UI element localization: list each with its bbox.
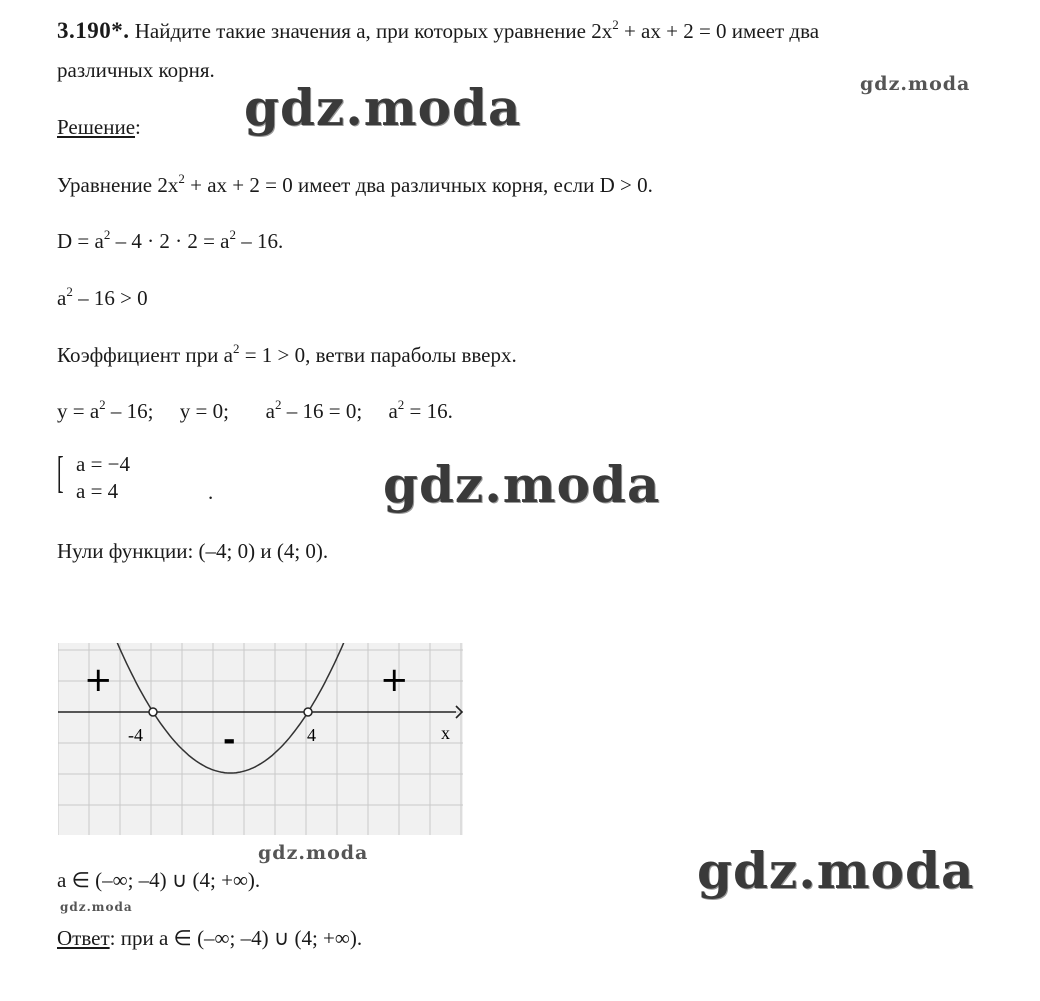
solution-heading: [57, 115, 141, 140]
watermark: gdz.moda: [383, 455, 661, 514]
text: – 16 = 0; a: [281, 399, 398, 423]
task-statement: [57, 18, 819, 44]
task-text-part1: Найдите такие значения а, при которых уравнение 2x: [134, 19, 613, 43]
task-sup: 2: [612, 17, 619, 32]
watermark: gdz.moda: [60, 900, 133, 914]
superscript: 2: [275, 397, 282, 412]
root-1: a = −4: [76, 452, 131, 476]
task-text-part2: + ax + 2 = 0 имеет два: [618, 19, 820, 43]
period: .: [208, 480, 214, 504]
root-2: a = 4: [76, 479, 119, 503]
tick-label-right: 4: [307, 725, 316, 745]
watermark: gdz.moda: [244, 78, 522, 137]
text: – 16 > 0: [72, 286, 148, 310]
bracket-symbol: [: [57, 448, 64, 497]
plus-sign-right: +: [380, 660, 409, 700]
text: + ax + 2 = 0 имеет два различных корня, если D > 0.: [184, 173, 653, 197]
plus-sign-left: +: [84, 660, 113, 700]
answer-text: : при a ∈ (–∞; –4) ∪ (4; +∞).: [109, 926, 363, 950]
parabola-graph: [58, 643, 468, 838]
superscript: 2: [229, 227, 236, 242]
solution-colon: :: [135, 115, 141, 139]
minus-sign: -: [223, 723, 236, 758]
superscript: 2: [103, 227, 111, 242]
watermark: gdz.moda: [258, 842, 369, 864]
text: Уравнение 2x: [57, 173, 179, 197]
superscript: 2: [66, 284, 73, 299]
discriminant-line: [57, 229, 283, 254]
superscript: 2: [99, 397, 106, 412]
text: Коэффициент при a: [57, 343, 233, 367]
answer-line: [57, 926, 362, 951]
zero-point-right: [304, 708, 312, 716]
text: y = a: [57, 399, 100, 423]
superscript: 2: [232, 341, 240, 356]
answer-label: Ответ: [57, 926, 110, 950]
text: – 16.: [236, 229, 284, 253]
solution-label: Решение: [57, 115, 136, 139]
coefficient-line: [57, 343, 517, 368]
task-number: 3.190*.: [57, 18, 130, 43]
function-line: [57, 399, 453, 424]
equation-intro: [57, 173, 653, 198]
text: – 16; y = 0; a: [105, 399, 276, 423]
text: a: [57, 286, 67, 310]
zero-point-left: [149, 708, 157, 716]
result-line: a ∈ (–∞; –4) ∪ (4; +∞).: [57, 868, 261, 892]
watermark: gdz.moda: [860, 73, 971, 95]
watermark: gdz.moda: [697, 841, 975, 900]
tick-label-left: -4: [128, 725, 143, 745]
superscript: 2: [178, 171, 185, 186]
text: – 4 · 2 · 2 = a: [110, 229, 230, 253]
text: = 1 > 0, ветви параболы вверх.: [239, 343, 517, 367]
text: D = a: [57, 229, 104, 253]
inequality-line: [57, 286, 148, 311]
zeros-line: Нули функции: (–4; 0) и (4; 0).: [57, 539, 329, 563]
text: = 16.: [404, 399, 453, 423]
task-statement-line2: различных корня.: [57, 58, 215, 82]
superscript: 2: [397, 397, 405, 412]
x-axis-label: x: [441, 723, 450, 743]
